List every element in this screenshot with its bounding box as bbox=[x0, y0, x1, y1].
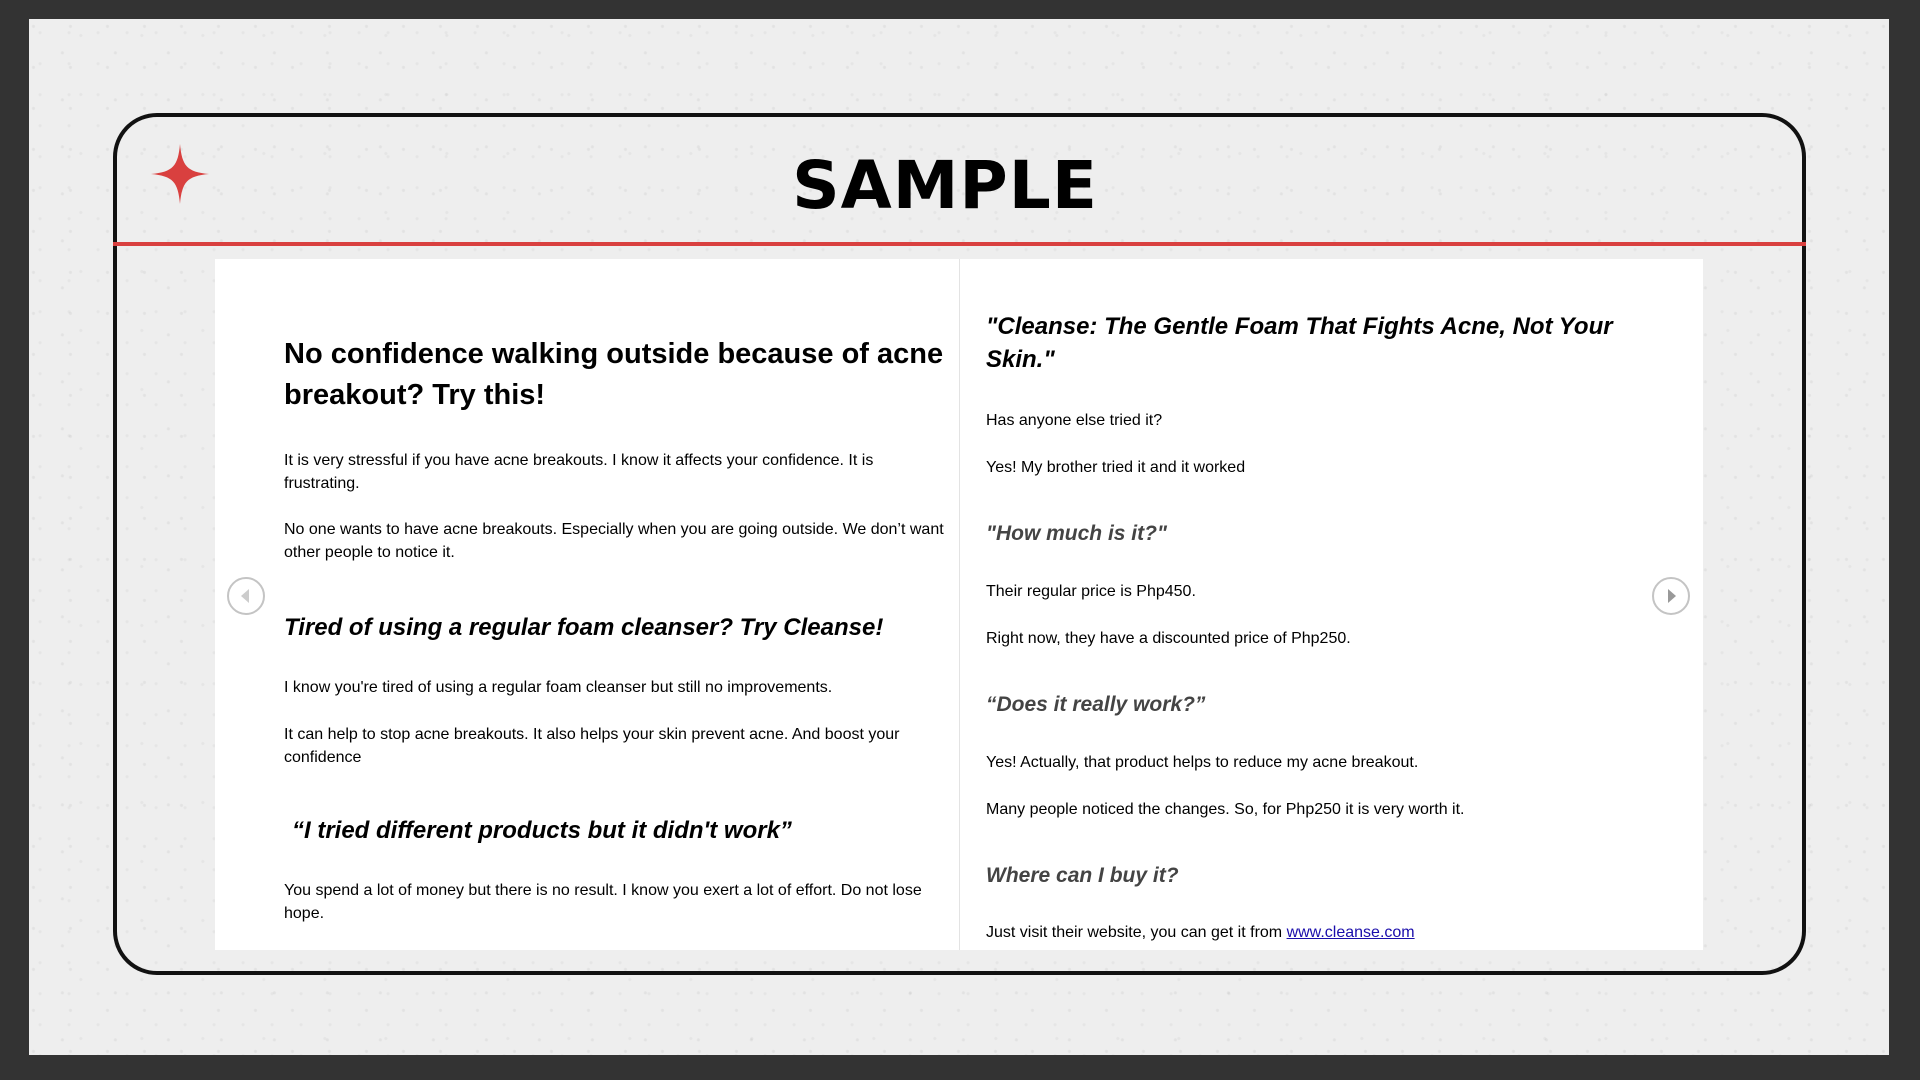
website-link[interactable]: www.cleanse.com bbox=[1286, 924, 1415, 941]
right-paragraph-1: Has anyone else tried it? bbox=[986, 412, 1163, 429]
prev-page-button[interactable] bbox=[227, 577, 265, 615]
right-paragraph-4: Right now, they have a discounted price of Php250. bbox=[986, 630, 1351, 647]
left-paragraph-2: No one wants to have acne breakouts. Especially when you are going outside. We don’t want other people to notice it. bbox=[284, 521, 944, 561]
right-subheading-1: "How much is it?" bbox=[986, 522, 1167, 545]
chevron-left-icon bbox=[229, 579, 263, 613]
slide-title: SAMPLE bbox=[792, 147, 1098, 224]
title-divider bbox=[113, 242, 1806, 246]
chevron-right-icon bbox=[1654, 579, 1688, 613]
right-paragraph-6: Many people noticed the changes. So, for Php250 it is very worth it. bbox=[986, 801, 1465, 818]
right-paragraph-7 bbox=[986, 921, 1666, 944]
left-headline: No confidence walking outside because of acne breakout? Try this! bbox=[284, 338, 944, 411]
left-paragraph-1: It is very stressful if you have acne breakouts. I know it affects your confidence. It is frustrating. bbox=[284, 452, 874, 492]
left-paragraph-4: It can help to stop acne breakouts. It also helps your skin prevent acne. And boost your confidence bbox=[284, 726, 900, 766]
right-headline: "Cleanse: The Gentle Foam That Fights Acne, Not Your Skin." bbox=[986, 313, 1613, 373]
document-spread bbox=[215, 259, 1703, 950]
left-paragraph-5: You spend a lot of money but there is no result. I know you exert a lot of effort. Do not lose hope. bbox=[284, 882, 922, 922]
right-subheading-2: “Does it really work?” bbox=[986, 693, 1206, 716]
right-subheading-3: Where can I buy it? bbox=[986, 864, 1179, 887]
left-subheading-2: “I tried different products but it didn't work” bbox=[292, 817, 792, 844]
left-subheading-1: Tired of using a regular foam cleanser? Try Cleanse! bbox=[284, 614, 884, 641]
right-paragraph-7-text: Just visit their website, you can get it from bbox=[986, 924, 1287, 941]
right-paragraph-2: Yes! My brother tried it and it worked bbox=[986, 459, 1246, 476]
right-paragraph-5: Yes! Actually, that product helps to reduce my acne breakout. bbox=[986, 754, 1419, 771]
left-paragraph-3: I know you're tired of using a regular foam cleanser but still no improvements. bbox=[284, 679, 833, 696]
page-divider bbox=[959, 259, 960, 950]
next-page-button[interactable] bbox=[1652, 577, 1690, 615]
right-paragraph-3: Their regular price is Php450. bbox=[986, 583, 1196, 600]
